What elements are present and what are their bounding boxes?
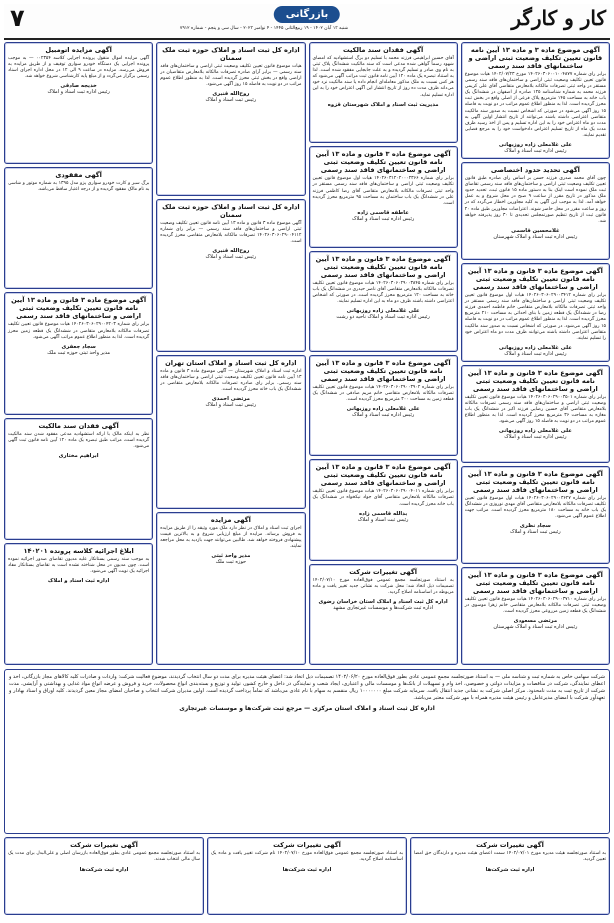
notice-box	[461, 365, 610, 463]
notice-box	[309, 146, 458, 247]
notice-body: برابر رای شماره ۱۴۰۲۶۰۳۰۶۰۲۹۰۰۳۶۲۷ هیات اول موضوع قانون تعیین تکلیف تصرفات مالکانه بلامعارض متقاضی آقای مهدی نوروزی در ششدانگ یک باب خانه به مساحت ۱۸۰ مترمربع محرز گردیده است. مراتب جهت اطلاع عموم آگهی می‌شود.	[464, 495, 607, 520]
notice-box	[309, 355, 458, 456]
notice-box	[461, 42, 610, 159]
notice-column	[461, 42, 610, 665]
notice-title: آگهی تغییرات شرکت	[70, 841, 138, 850]
notice-box	[410, 837, 610, 915]
notice-box	[4, 837, 204, 915]
notice-box	[4, 167, 153, 289]
notice-title: ابلاغ اجرائیه کلاسه پرونده ۱۴۰۲۰۱	[23, 546, 134, 555]
notice-signature: مرتضی احمدی	[211, 396, 250, 403]
notice-office: رئیس اداره ثبت اسناد و املاک	[504, 148, 567, 155]
notice-title: آگهی موضوع ماده ۳ قانون و ماده ۱۳ آیین نامه قانون تعیین تکلیف وضعیت ثبتی اراضی و ساختمانهای فاقد سند رسمی	[467, 570, 603, 595]
notice-body: آقای حسین ابراهیمی فرزند محمد با تسلیم دو برگ استشهادیه که امضای شهود رسماً گواهی شده مدعی است که سند مالکیت ششدانگ پلاک ثبتی به نام وی صادر و تسلیم گردیده و به علت جابجایی مفقود شده است. لذا به استناد تبصره یک ماده ۱۲۰ آیین نامه قانون ثبت مراتب آگهی می‌شود که هر کس نسبت به ملک مذکور معامله‌ای انجام داده یا سند مالکیت نزد خود می‌داند ظرف مدت ده روز از تاریخ انتشار این آگهی اعتراض خود را به این اداره تسلیم نماید.	[312, 56, 454, 98]
notice-box	[156, 42, 305, 196]
wide-notice-body: شرکت سهامی خاص به شماره ثبت و شناسه ملی — به استناد صورتجلسه مجمع عمومی عادی بطور فوق‌العاده مورخ ۱۴۰۲/۰۶/۲۰ تصمیمات ذیل اتخاذ شد: اعضای هیئت مدیره برای مدت دو سال انتخاب گردیدند، موضوع فعالیت شرکت: واردات و صادرات کلیه کالاهای مجاز بازرگانی، اخذ و اعطای نمایندگی، شرکت در مناقصات و مزایدات دولتی و خصوصی، اخذ وام و تسهیلات از بانک‌ها و موسسات مالی و اعتباری، ایجاد شعب و نمایندگی در داخل و خارج کشور، تولید و توزیع و بسته‌بندی انواع محصولات، خرید و فروش و عرضه انواع مواد غذایی و بهداشتی و آرایشی. مدت شرکت از تاریخ ثبت به مدت نامحدود. مرکز اصلی شرکت به نشانی جدید انتقال یافت. سرمایه شرکت مبلغ ۱۰۰۰۰۰۰۰ ریال منقسم به سهام با نام عادی می‌باشد که تماماً پرداخت گردیده است. اولین مدیران شرکت انتخاب و صاحبان امضای مجاز معین گردیدند. کلیه اوراق و اسناد بهادار و تعهدآور شرکت با امضای مدیرعامل و رئیس هیئت مدیره همراه با مهر شرکت معتبر می‌باشد.	[9, 674, 605, 701]
notice-office: رئیس اداره ثبت اسناد و املاک	[504, 434, 567, 441]
notice-box	[309, 459, 458, 560]
notice-office: رئیس اداره ثبت اسناد و املاک شهرستان	[493, 624, 578, 631]
notice-body: اجرای ثبت اسناد و املاک در نظر دارد ملک مورد وثیقه را از طریق مزایده به فروش برساند. مزایده از مبلغ ارزیابی شروع و به بالاترین قیمت پیشنهادی فروخته خواهد شد. طالبین می‌توانند جهت بازدید به محل مراجعه نمایند.	[160, 525, 302, 549]
notice-office: رئیس اداره ثبت اسناد و املاک	[504, 350, 567, 357]
notice-signature: علی غلامعلی زاده روزبهانی	[346, 308, 420, 315]
notice-signature: غلامحسین قاسمی	[511, 227, 560, 234]
notice-body: اداره ثبت اسناد و املاک شهرستان — آگهی موضوع ماده ۳ قانون و ماده ۱۳ آیین نامه قانون تعیین تکلیف وضعیت ثبتی اراضی و ساختمان‌های فاقد سند رسمی. برابر رای صادره تصرفات مالکانه بلامعارض متقاضی در ششدانگ یک باب خانه محرز گردیده است.	[160, 369, 302, 393]
page-header	[4, 4, 610, 40]
notice-box	[309, 251, 458, 352]
notice-box	[309, 42, 458, 143]
notice-title: آگهی تغییرات شرکت	[273, 841, 341, 850]
notice-body: هیات موضوع قانون تعیین تکلیف وضعیت ثبتی اراضی و ساختمان‌های فاقد سند رسمی — برابر آرای صادره تصرفات مالکانه بلامعارض متقاضیان در اراضی واقع در بخش ثبتی محرز گردیده است. لذا به منظور اطلاع عموم مراتب در دو نوبت به فاصله ۱۵ روز آگهی می‌شود.	[160, 64, 302, 88]
notice-office: رئیس اداره ثبت اسناد و املاک شهرستان	[493, 233, 578, 240]
notice-signature: اداره ثبت شرکت‌ها	[79, 866, 129, 873]
notice-body: برابر رای شماره ۱۴۰۲۶۰۳۰۶۰۲۹۰۰۴۲۰۳ هیات موضوع قانون تعیین تکلیف تصرفات مالکانه بلامعارض متقاضی در ششدانگ یک قطعه زمین محرز گردیده است. لذا به منظور اطلاع عموم مراتب آگهی می‌شود.	[8, 322, 150, 340]
notice-signature: روح‌الله قنبری	[212, 91, 250, 98]
notice-body: برابر رای شماره ۱۴۰۲۶۰۳۰۶۰۲۹۰۰۳۴۱۲ هیات اول موضوع قانون تعیین تکلیف وضعیت ثبتی اراضی و ساختمان‌های فاقد سند رسمی مستقر در واحد ثبتی تصرفات مالکانه بلامعارض متقاضی خانم فاطمه احمدی فرزند رضا در ششدانگ یک قطعه زمین با بنای احداثی به مساحت ۲۱۰ مترمربع محرز گردیده است. لذا به منظور اطلاع عموم مراتب در دو نوبت به فاصله ۱۵ روز آگهی می‌شود. در صورتی که اشخاص نسبت به صدور سند مالکیت متقاضی اعتراضی داشته باشند می‌توانند ظرف مدت دو ماه اعتراض خود را تسلیم نمایند.	[464, 293, 607, 341]
notice-signature: علی غلامعلی زاده روزبهانی	[498, 344, 572, 351]
notice-signature: ابراهیم مختاری	[58, 452, 99, 459]
notice-title: آگهی موضوع ماده ۳ قانون و ماده ۱۳ آیین نامه قانون تعیین تکلیف وضعیت ثبتی اراضی و ساختمانهای فاقد سند رسمی	[467, 469, 603, 494]
notice-signature: سجاد جعفری	[61, 343, 96, 350]
notice-signature: اداره ثبت شرکت‌ها	[282, 866, 332, 873]
notice-body: آگهی مزایده اموال منقول پرونده اجرایی کلاسه ۰۰۲۳۵۴ — به موجب پرونده اجرایی یک دستگاه خودرو سواری توقیف و از طریق مزایده به فروش می‌رسد. مزایده در ساعت ۹ الی ۱۲ در محل اداره اجرای اسناد رسمی برگزار می‌گردد و از مبلغ پایه کارشناسی شروع خواهد شد.	[8, 56, 150, 80]
notice-title: اداره کل ثبت اسناد و املاک حوزه ثبت ملک سمنان	[162, 46, 300, 62]
notice-signature: خدیجه صادقی	[60, 83, 97, 90]
notice-column	[156, 42, 305, 665]
notice-signature: مدیر واحد ثبتی	[211, 552, 251, 559]
notice-column	[309, 42, 458, 665]
notice-title: آگهی موضوع ماده ۳ قانون و ماده ۱۳ آیین نامه قانون تعیین تکلیف وضعیت ثبتی اراضی و ساختمانهای فاقد سند رسمی	[315, 254, 451, 279]
notice-body: به استناد صورتجلسه هیئت مدیره مورخ ۱۴۰۲/۰۷/۰۱ سمت اعضای هیئت مدیره و دارندگان حق امضا تعیین گردید.	[414, 851, 606, 863]
notice-title: آگهی موضوع ماده ۳ قانون و ماده ۱۳ آیین نامه قانون تعیین تکلیف وضعیت ثبتی اراضی و ساختمانهای فاقد سند رسمی	[315, 150, 451, 175]
notice-title: آگهی موضوع ماده ۳ قانون و ماده ۱۳ آیین نامه قانون تعیین تکلیف وضعیت ثبتی اراضی و ساختمانهای فاقد سند رسمی	[315, 358, 451, 383]
notice-title: اداره کل ثبت اسناد و املاک استان تهران	[165, 359, 297, 367]
notice-signature: مرتضی مسعودی	[513, 618, 558, 625]
notice-title: آگهی تحدید حدود اختصاصی	[490, 166, 580, 175]
notice-title: آگهی مفقودی	[55, 171, 102, 180]
newspaper-page	[4, 4, 610, 915]
notice-body: به استناد صورتجلسه مجمع عمومی عادی بطور فوق‌العاده بازرسان اصلی و علی‌البدل برای مدت یک سال مالی انتخاب شدند.	[8, 851, 200, 863]
notice-signature: مدیریت ثبت اسناد و املاک شهرستان قزوه	[327, 101, 439, 108]
notice-signature: سجاد نظری	[519, 523, 551, 530]
notice-box	[4, 418, 153, 540]
notice-box	[156, 199, 305, 353]
notice-title: آگهی موضوع ماده ۳ قانون و ماده ۱۳ آیین نامه قانون تعیین تکلیف وضعیت ثبتی اراضی و ساختمانهای فاقد سند رسمی	[467, 267, 603, 292]
notice-title: آگهی فقدان سند مالکیت	[342, 46, 424, 54]
bottom-section	[4, 669, 610, 915]
notice-title: آگهی مزایده	[210, 515, 251, 524]
notice-title: آگهی مزایده اتومبیل	[45, 46, 112, 54]
bottom-notice-row	[4, 837, 610, 915]
notice-office: رئیس ثبت اسناد و املاک	[205, 253, 257, 260]
notice-body: برگ سبز و کارت خودرو سواری پژو مدل ۱۳۹۵ به شماره موتور و شاسی به نام مالک مفقود گردیده و از درجه اعتبار ساقط می‌باشد.	[8, 181, 150, 193]
notice-title: آگهی موضوع ماده ۳ قانون و ماده ۱۳ آیین نامه قانون تعیین تکلیف وضعیت ثبتی اراضی و ساختمانهای فاقد سند رسمی	[467, 368, 603, 393]
notice-signature: علی غلامعلی زاده روزبهانی	[346, 406, 420, 413]
notice-signature: روح‌الله قنبری	[212, 247, 250, 254]
notice-box	[461, 466, 610, 564]
notice-body: برابر رای شماره ۱۴۰۲۶۰۳۰۶۰۲۹۰۰۳۹۰۲ هیات موضوع قانون تعیین تکلیف تصرفات مالکانه بلامعارض متقاضی خانم مریم صادقی در ششدانگ یک قطعه زمین به مساحت ۳۰۰ مترمربع محرز گردیده است.	[312, 384, 454, 403]
notice-office: رئیس اداره ثبت اسناد و املاک ناحیه دو رشت	[336, 314, 430, 321]
notice-box	[4, 543, 153, 665]
newspaper-logo: کار و کارگر	[511, 6, 606, 30]
notice-office: رئیس ثبت اسناد و املاک	[510, 529, 561, 536]
notice-columns	[4, 42, 610, 665]
notice-title: آگهی موضوع ماده ۳ قانون و ماده ۱۳ آیین نامه قانون تعیین تکلیف وضعیت ثبتی اراضی و ساختمانهای فاقد سند رسمی	[11, 296, 147, 321]
notice-body: برابر رای شماره ۱۴۰۲۶۰۳۰۶۰۰۱۰۰۴۸۷۷ مورخ ۱۴۰۲/۰۷/۲۳ هیات موضوع قانون تعیین تکلیف وضعیت ثبتی اراضی و ساختمان‌های فاقد سند رسمی مستقر در واحد ثبتی تصرفات مالکانه بلامعارض متقاضی آقای علی کریمی فرزند محمد به شماره شناسنامه ۱۲۵ صادره از اصفهان در ششدانگ یک باب خانه به مساحت ۱۴۵ مترمربع پلاک فرعی از اصلی واقع در بخش ثبت محرز گردیده است. لذا به منظور اطلاع عموم مراتب در دو نوبت به فاصله ۱۵ روز آگهی می‌شود در صورتی که اشخاص نسبت به صدور سند مالکیت متقاضی اعتراضی داشته باشند می‌توانند از تاریخ انتشار اولین آگهی به مدت دو ماه اعتراض خود را به این اداره تسلیم و پس از اخذ رسید ظرف مدت یک ماه از تاریخ تسلیم اعتراض دادخواست خود را به مرجع قضایی تقدیم نمایند.	[464, 72, 607, 138]
section-badge: بازرگانی	[274, 6, 340, 23]
notice-body: به موجب سند رسمی بستانکار علیه مدیون تقاضای صدور اجرائیه نموده است. چون مدیون در محل شناخته نشده است به تقاضای بستانکار مفاد اجرائیه یک نوبت آگهی می‌شود.	[8, 556, 150, 574]
notice-signature: اداره ثبت شرکت‌ها	[485, 866, 535, 873]
notice-box	[4, 42, 153, 164]
notice-signature: علی غلامعلی زاده روزبهانی	[498, 428, 572, 435]
notice-column	[4, 42, 153, 665]
notice-signature: اداره کل ثبت اسناد و املاک استان خراسان رضوی	[318, 598, 448, 605]
notice-box	[461, 263, 610, 362]
notice-signature: بدالله قاسمی زاده	[359, 510, 408, 517]
notice-office: حوزه ثبت ملک	[215, 558, 247, 565]
notice-box	[461, 567, 610, 665]
notice-body: برابر رای شماره ۱۴۰۲۶۰۳۰۶۰۲۹۰۰۳۸۴۵ هیات موضوع قانون تعیین تکلیف تصرفات مالکانه بلامعارض متقاضی آقای ناصر حیدری در ششدانگ یک باب خانه به مساحت ۱۲۰ مترمربع محرز گردیده است. در صورتی که اشخاص اعتراضی داشته باشند ظرف دو ماه به این اداره تسلیم نمایند.	[312, 280, 454, 304]
notice-box	[207, 837, 407, 915]
notice-box	[4, 292, 153, 414]
notice-body: برابر رای شماره ۱۴۰۲۶۰۳۱۲۰۲۰۰۰۲۳۶۶ هیات اول موضوع قانون تعیین تکلیف وضعیت ثبتی اراضی و ساختمان‌های فاقد سند رسمی مستقر در واحد ثبتی تصرفات مالکانه بلامعارض متقاضی آقای رضا کاظمی فرزند علی در ششدانگ یک باب ساختمان به مساحت ۹۵ مترمربع محرز گردیده است.	[312, 176, 454, 206]
notice-body: برابر رای شماره ۱۴۰۲۶۰۳۰۶۰۲۹۰۰۴۰۱۱ هیات موضوع قانون تعیین تکلیف تصرفات مالکانه بلامعارض متقاضی آقای جواد نیکخواه در ششدانگ یک باب خانه محرز گردیده است.	[312, 489, 454, 507]
notice-office: اداره ثبت شرکت‌ها و موسسات غیرتجاری مشهد	[333, 604, 433, 611]
notice-box	[156, 512, 305, 666]
wide-notice-signature: اداره کل ثبت اسناد و املاک استان مرکزی — مرجع ثبت شرکت‌ها و موسسات غیرتجاری	[179, 705, 435, 712]
notice-title: اداره کل ثبت اسناد و املاک حوزه ثبت ملک سمنان	[162, 202, 300, 219]
notice-body: آگهی موضوع ماده ۳ قانون و ماده ۱۳ آیین نامه قانون تعیین تکلیف وضعیت ثبتی اراضی و ساختمان‌های فاقد سند رسمی — برابر رای شماره ۱۴۰۲۶۰۳۰۶۰۲۹۰۰۴۱۱۲ تصرفات مالکانه بلامعارض متقاضی محرز گردیده است.	[160, 220, 302, 244]
notice-office: رئیس ثبت اسناد و املاک	[205, 97, 257, 104]
wide-notice	[4, 669, 610, 834]
notice-signature: علی غلامعلی زاده روزبهانی	[498, 142, 572, 149]
notice-office: رئیس اداره ثبت اسناد و املاک	[47, 89, 110, 96]
dateline: شنبه ۱۳ آبان ۱۴۰۲ - ۱۹ ربیع‌الثانی ۱۴۴۵ - ۴ نوامبر ۲۰۲۳ - سال سی و پنجم - شماره ۷۹۱۲	[179, 26, 349, 31]
notice-body: به استناد صورتجلسه مجمع عمومی فوق‌العاده مورخ ۱۴۰۲/۰۷/۱۰ تصمیمات ذیل اتخاذ شد: محل شرکت به نشانی جدید تغییر یافت و ماده مربوطه در اساسنامه اصلاح گردید.	[312, 577, 454, 595]
page-number: ۷	[10, 4, 25, 32]
notice-office: رئیس اداره ثبت اسناد و املاک	[351, 412, 415, 419]
notice-signature: عاطفه قاسمی زاده	[357, 209, 409, 216]
notice-title: آگهی موضوع ماده ۳ قانون و ماده ۱۳ آیین نامه قانون تعیین تکلیف وضعیت ثبتی اراضی و ساختمانهای فاقد سند رسمی	[315, 463, 451, 488]
notice-title: آگهی تغییرات شرکت	[476, 841, 544, 850]
notice-body: به استناد صورتجلسه مجمع عمومی فوق‌العاده مورخ ۱۴۰۲/۰۷/۱۰ نام شرکت تغییر یافت و ماده یک اساسنامه اصلاح گردید.	[211, 851, 404, 863]
notice-office: رئیس اداره ثبت اسناد و املاک	[351, 215, 415, 222]
notice-body: برابر رای شماره ۱۴۰۲۶۰۳۰۶۰۲۹۰۰۳۵۰۱ هیات موضوع قانون تعیین تکلیف وضعیت ثبتی اراضی و ساختمان‌های فاقد سند رسمی تصرفات مالکانه بلامعارض متقاضی آقای حسین رضایی فرزند اکبر در ششدانگ یک باب مغازه به مساحت ۳۶ مترمربع محرز گردیده است. لذا به منظور اطلاع عموم مراتب در دو نوبت به فاصله ۱۵ روز آگهی می‌شود.	[464, 394, 606, 425]
notice-box	[309, 564, 458, 665]
notice-body: نظر به اینکه مالک با ارائه استشهادیه مدعی مفقود شدن سند مالکیت گردیده است، مراتب طبق تبصره یک ماده ۱۲۰ آیین نامه قانون ثبت آگهی می‌شود.	[8, 431, 150, 449]
notice-signature: اداره ثبت اسناد و املاک	[47, 578, 110, 585]
notice-office: رئیس ثبت اسناد و املاک	[205, 402, 257, 409]
notice-body: برابر رای شماره ۱۴۰۲۶۰۳۰۶۰۲۹۰۰۳۷۱۰ هیات موضوع قانون تعیین تکلیف وضعیت ثبتی تصرفات مالکانه بلامعارض متقاضی خانم زهرا موسوی در ششدانگ یک قطعه زمین مزروعی محرز گردیده است.	[464, 596, 606, 615]
notice-title: آگهی فقدان سند مالکیت	[38, 421, 119, 430]
notice-box	[461, 162, 610, 260]
notice-office: رئیس ثبت اسناد و املاک	[357, 516, 409, 523]
notice-title: آگهی موضوع ماده ۳ و ماده ۱۳ آیین نامه قانون تعیین تکلیف وضعیت ثبتی اراضی و ساختمانهای فاقد سند رسمی	[468, 46, 603, 70]
notice-body: چون آقای محمد صدری فرزند حسن بر اساس رای صادره طبق قانون تعیین تکلیف وضعیت ثبتی اراضی و ساختمان‌های فاقد سند رسمی تقاضای ثبت ملک نموده است اینک بنا به دستور ماده ۱۵ قانون ثبت، تحدید حدود ملک مذکور در تاریخ مقرر از ساعت ۹ صبح در محل شروع و به عمل خواهد آمد. لذا به موجب این آگهی به کلیه مجاورین اخطار می‌گردد که در روز و ساعت مقرر در محل حاضر شوند. اعتراضات مجاورین طبق ماده ۲۰ قانون ثبت از تاریخ تنظیم صورتمجلس تحدیدی تا ۳۰ روز پذیرفته خواهد شد.	[464, 176, 607, 224]
notice-box	[156, 355, 305, 509]
notice-title: آگهی تغییرات شرکت	[349, 567, 417, 576]
notice-office: مدیر واحد ثبتی حوزه ثبت ملک	[47, 349, 111, 356]
